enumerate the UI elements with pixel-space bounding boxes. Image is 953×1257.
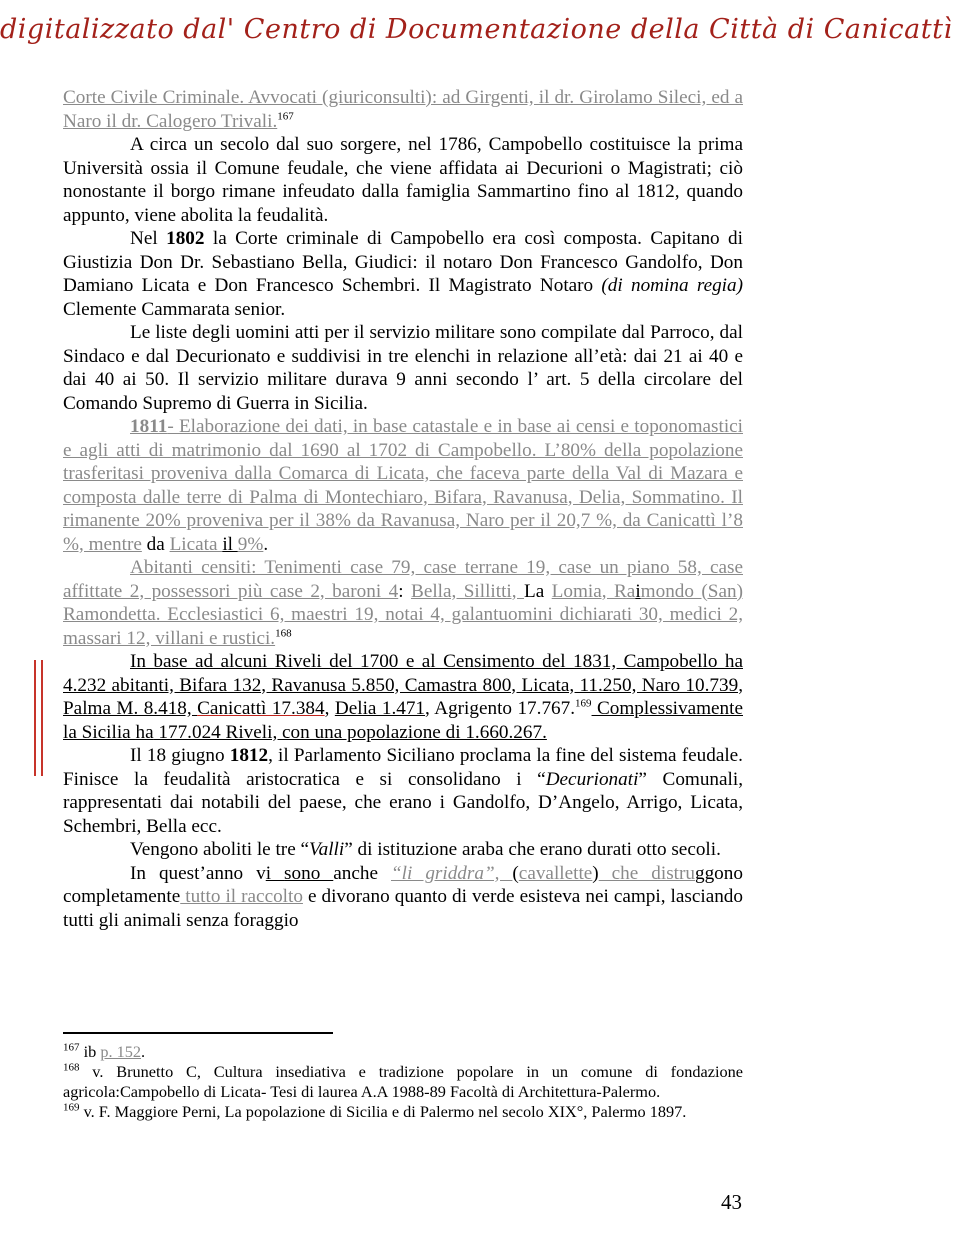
footnotes bbox=[63, 1042, 743, 1122]
margin-mark bbox=[41, 660, 43, 776]
highlight-canicatti: Canicattì 17.384 bbox=[197, 698, 325, 719]
paragraph-1811: 1811- Elaborazione dei dati, in base catastale e in base ai censi e toponomastici e agli atti di matrimonio dal 1690 al 1702 di Campobello. L’80% della popolazione trasferitasi proveniva dalla Comarca di Licata, che faceva parte della Val di Mazara e composta dalle terre di Palma di Montechiaro, Bifara, Ravanusa, Delia, Sommatino. Il rimanente 20% proveniva per il 38% da Ravanusa, Naro per il 20,7 %, da Canicattì l’8 %, mentre da Licata il 9%. bbox=[63, 416, 743, 555]
paragraph-universita: A circa un secolo dal suo sorgere, nel 1786, Campobello costituisce la prima Università ossia il Comune feudale, che viene affidata ai Decurioni o Magistrati; ciò nonostante il borgo rimane infeudato dalla famiglia Sammartino fino al 1812, quando appunto, viene abolita la feudalità. bbox=[63, 134, 743, 226]
paragraph-riveli: In base ad alcuni Riveli del 1700 e al Censimento del 1831, Campobello ha 4.232 abitanti, Bifara 132, Ravanusa 5.850, Camastra 800, Licata, 11.250, Naro 10.739, Palma M. 8.418, Canicattì 17.384, Delia 1.471, Agrigento 17.767.$^{169}$ Complessivamente la Sicilia ha 177.024 Riveli, con una popolazione di 1.660.267. bbox=[63, 651, 743, 743]
paragraph-valli: Vengono aboliti le tre “Valli” di istituzione araba che erano durati otto secoli. bbox=[130, 839, 721, 860]
paragraph-cavallette: In quest’anno vi sono anche “li griddra”, (cavallette) che distruggono completamente tutto il raccolto e divorano quanto di verde esisteva nei campi, lasciando tutti gli animali senza foraggio bbox=[63, 862, 743, 931]
page-number: 43 bbox=[721, 1190, 742, 1214]
page-body bbox=[63, 86, 743, 932]
paragraph-abitanti: Abitanti censiti: Tenimenti case 79, case terrane 19, case un piano 58, case affittate 2, possessori più case 2, baroni 4: Bella, Sillitti, La Lomia, Raimondo (San) Ramondetta. Ecclesiastici 6, maestri 19, notai 4, galantuomini dichiarati 30, medici 2, massari 12, villani e rustici.$^{168}$ bbox=[63, 557, 743, 649]
footnote-ref-169[interactable]: 169 bbox=[575, 697, 592, 710]
paragraph-corte bbox=[63, 86, 743, 133]
footnote-ref-168[interactable]: 168 bbox=[275, 627, 292, 640]
year-1812: 1812 bbox=[229, 745, 269, 766]
paragraph-text: Corte Civile Criminale. Avvocati (giuriconsulti): ad Girgenti, il dr. Girolamo Sileci, ed a Naro il dr. Calogero Trivali. bbox=[63, 87, 743, 132]
paragraph-1812: Il 18 giugno 1812, il Parlamento Siciliano proclama la fine del sistema feudale. Finisce la feudalità aristocratica e si consolidano i “Decurionati” Comunali, rappresentati dai notabili del paese, che erano i Gandolfo, D’Angelo, Arrigo, Licata, Schembri, Bella ecc. bbox=[63, 745, 743, 837]
paragraph-corte-criminale: Nel 1802 la Corte criminale di Campobello era così composta. Capitano di Giustizia Don Dr. Sebastiano Bella, Giudici: il notaro Don Francesco Gandolfo, Don Damiano Licata e Don Francesco Schembri. Il Magistrato Notaro (di nomina regia) Clemente Cammarata senior. bbox=[63, 228, 743, 320]
year-1802: 1802 bbox=[166, 228, 205, 249]
digitization-header: digitalizzato dal' Centro di Documentazione della Città di Canicattì bbox=[0, 14, 953, 45]
footnote-ref-167[interactable]: 167 bbox=[277, 110, 294, 123]
year-1811: 1811 bbox=[130, 416, 168, 437]
footnote-169: $^{169}$ v. F. Maggiore Perni, La popolazione di Sicilia e di Palermo nel secolo XIX°, Palermo 1897. bbox=[63, 1101, 687, 1121]
paragraph-servizio-militare: Le liste degli uomini atti per il servizio militare sono compilate dal Parroco, dal Sindaco e dal Decurionato e suddivisi in tre elenchi in relazione all’età: dai 21 ai 40 e dai 40 ai 50. Il servizio militare durava 9 anni secondo l’ art. 5 della circolare del Comando Supremo di Guerra in Sicilia. bbox=[63, 322, 743, 414]
margin-mark bbox=[34, 660, 36, 776]
footnote-167: $^{167}$ ib p. 152. bbox=[63, 1041, 146, 1061]
footnote-separator bbox=[63, 1032, 333, 1034]
footnote-168: $^{168}$ v. Brunetto C, Cultura insediativa e tradizione popolare in un comune di fondazione agricola:Campobello di Licata- Tesi di laurea A.A 1988-89 Facoltà di Architettura-Palermo. bbox=[63, 1061, 743, 1101]
